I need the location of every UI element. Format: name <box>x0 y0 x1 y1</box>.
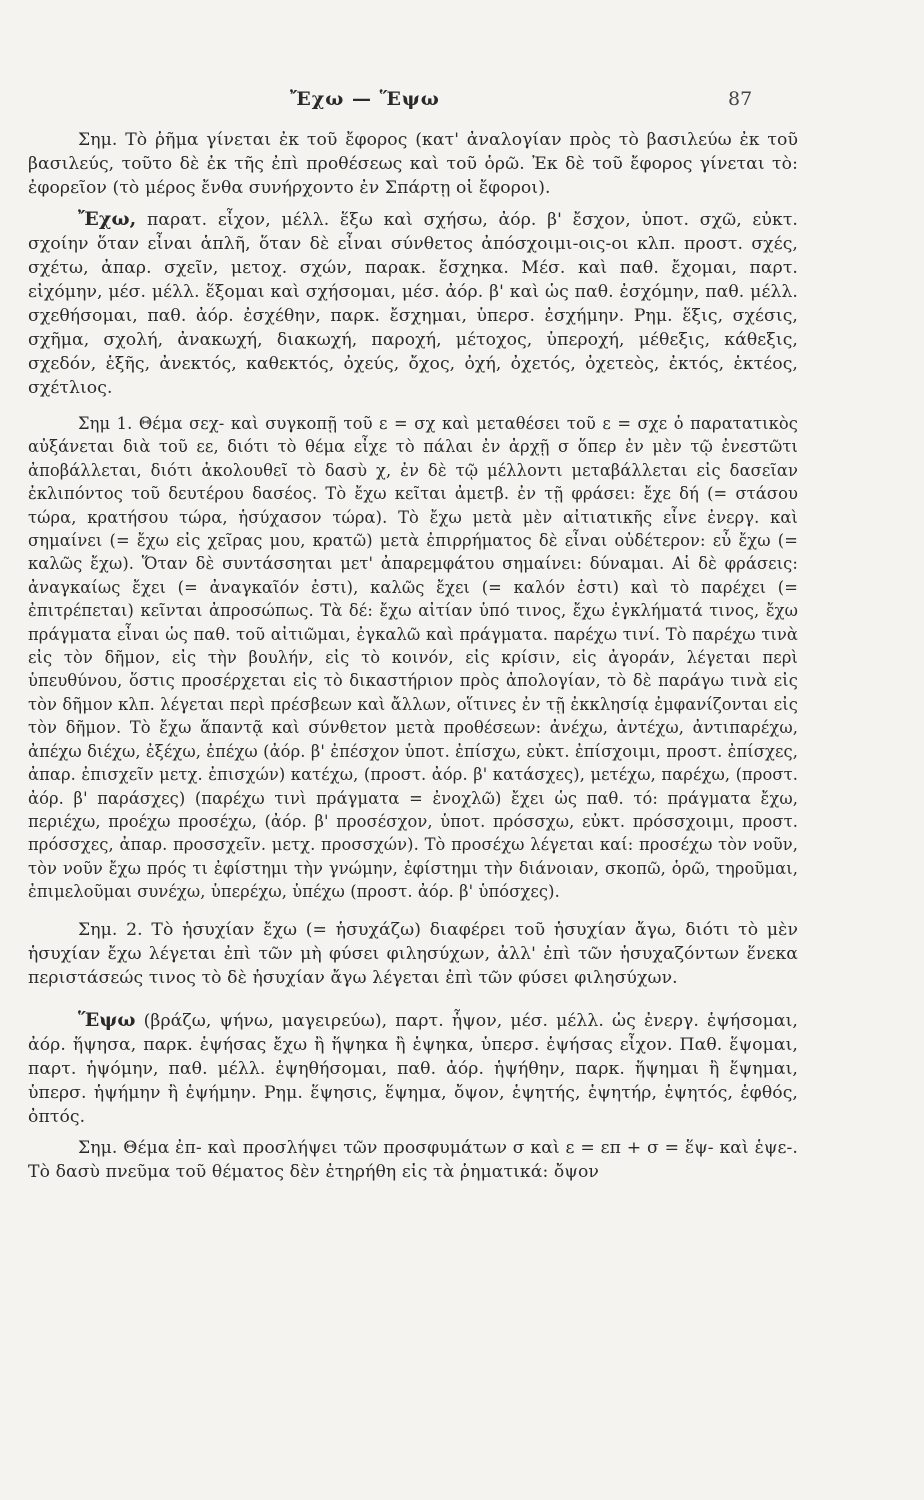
note-foros: Σημ. Τὸ ῥῆμα γίνεται ἐκ τοῦ ἔφορος (κατ' ἀναλογίαν πρὸς τὸ βασιλεύω ἐκ τοῦ βασιλεύς, τοῦτο δὲ ἐκ τῆς ἐπὶ προθέσεως καὶ τοῦ ὁρῶ. Ἐκ δὲ τοῦ ἔφορος γίνεται τὸ: ἐφορεῖον (τὸ μέρος ἔνθα συνήρχοντο ἐν Σπάρτῃ οἱ ἔφοροι). <box>28 130 798 198</box>
entry-hepso-text: (βράζω, ψήνω, μαγειρεύω), παρτ. ἧψον, μέσ. μέλλ. ὡς ἐνεργ. ἑψήσομαι, ἀόρ. ἥψησα, παρκ. ἑψήσας ἔχω ἢ ἥψηκα ἢ ἑψηκα, ὑπερσ. ἑψήσας εἶχον. Παθ. ἕψομαι, παρτ. ἡψόμην, παθ. μέλλ. ἑψηθήσομαι, παθ. ἀόρ. ἡψήθην, παρκ. ἥψημαι ἢ ἕψημαι, ὑπερσ. ἡψήμην ἢ ἑψήμην. Ρημ. ἕψησις, ἕψημα, ὄψον, ἑψητής, ἑψητήρ, ἑψητός, ἑφθός, ὀπτός. <box>28 1010 798 1127</box>
page-header <box>0 88 924 118</box>
note-hepso: Σημ. Θέμα ἐπ- καὶ προσλήψει τῶν προσφυμάτων σ καὶ ε = επ + σ = ἕψ- καὶ ἑψε-. Τὸ δασὺ πνεῦμα τοῦ θέματος δὲν ἐτηρήθη εἰς τὰ ῥηματικά: ὄψον <box>28 1137 798 1182</box>
headword-hepso: Ἕψω <box>78 1008 136 1031</box>
page-body <box>28 128 798 1191</box>
entry-echo-text: παρατ. εἶχον, μέλλ. ἕξω καὶ σχήσω, ἀόρ. β' ἔσχον, ὑποτ. σχῶ, εὐκτ. σχοίην ὅταν εἶναι ἁπλῆ, ὅταν δὲ εἶναι σύνθετος ἀπόσχοιμι-οις-οι κλπ. προστ. σχές, σχέτω, ἀπαρ. σχεῖν, μετοχ. σχών, παρακ. ἔσχηκα. Μέσ. καὶ παθ. ἔχομαι, παρτ. εἰχόμην, μέσ. μέλλ. ἕξομαι καὶ σχήσομαι, μέσ. ἀόρ. β' καὶ ὡς παθ. ἐσχόμην, παθ. μέλλ. σχεθήσομαι, παθ. ἀόρ. ἐσχέθην, παρκ. ἔσχημαι, ὑπερσ. ἐσχήμην. Ρημ. ἕξις, σχέσις, σχῆμα, σχολή, ἀνακωχή, διακωχή, παροχή, μέτοχος, ὑπεροχή, μέθεξις, κάθεξις, σχεδόν, ἑξῆς, ἀνεκτός, καθεκτός, ὀχεύς, ὄχος, ὀχή, ὀχετός, ὀχετεὸς, ἐκτός, ἑκτέος, σχέτλιος. <box>28 210 798 398</box>
headword-echo: Ἔχω, <box>78 208 137 230</box>
running-head: Ἔχω — Ἕψω <box>290 88 440 110</box>
note-2: Σημ. 2. Τὸ ἡσυχίαν ἔχω (= ἡσυχάζω) διαφέρει τοῦ ἡσυχίαν ἄγω, διότι τὸ μὲν ἡσυχίαν ἔχω λέγεται ἐπὶ τῶν μὴ φύσει φιλησύχων, ἀλλ' ἐπὶ τῶν ἡσυχαζόντων ἕνεκα περιστάσεώς τινος τὸ δὲ ἡσυχίαν ἄγω λέγεται ἐπὶ τῶν φύσει φιλησύχων. <box>28 919 798 988</box>
page-number: 87 <box>728 88 753 110</box>
note-1: Σημ 1. Θέμα σεχ- καὶ συγκοπῇ τοῦ ε = σχ καὶ μεταθέσει τοῦ ε = σχε ὁ παρατατικὸς αὐξάνεται διὰ τοῦ εε, διότι τὸ θέμα εἶχε τὸ πάλαι ἐν ἀρχῇ σ ὅπερ ἐν μὲν τῷ ἐνεστῶτι ἀποβάλλεται, διότι ἀκολουθεῖ τὸ δασὺ χ, ἐν δὲ τῷ μέλλοντι μεταβάλλεται εἰς δασεῖαν ἐκλιπόντος τοῦ δευτέρου δασέος. Τὸ ἔχω κεῖται ἀμετβ. ἐν τῇ φράσει: ἔχε δή (= στάσου τώρα, κρατήσου τώρα, ἡσύχασον τώρα). Τὸ ἔχω μετὰ μὲν αἰτιατικῆς εἶνε ἐνεργ. καὶ σημαίνει (= ἔχω εἰς χεῖρας μου, κρατῶ) μετὰ ἐπιρρήματος δὲ εἶναι οὐδέτερον: εὖ ἔχω (= καλῶς ἔχω). Ὅταν δὲ συντάσσηται μετ' ἀπαρεμφάτου σημαίνει: δύναμαι. Αἱ δὲ φράσεις: ἀναγκαίως ἔχει (= ἀναγκαῖόν ἐστι), καλῶς ἔχει (= καλόν ἐστι) καὶ τὸ παρέχει (= ἐπιτρέπεται) κεῖνται ἀπροσώπως. Τὰ δέ: ἔχω αἰτίαν ὑπό τινος, ἔχω ἐγκλήματά τινος, ἔχω πράγματα εἶναι ὡς παθ. τοῦ αἰτιῶμαι, ἐγκαλῶ καὶ πράγματα. παρέχω τινί. Τὸ παρέχω τινὰ εἰς τὸν δῆμον, εἰς τὴν βουλήν, εἰς τὸ κοινόν, εἰς κρίσιν, εἰς ἀγοράν, λέγεται περὶ ὑπευθύνου, ὅστις προσέρχεται εἰς τὸ δικαστήριον πρὸς ἀπολογίαν, τὸ δὲ παράγω τινὰ εἰς τὸν δῆμον κλπ. λέγεται περὶ πρέσβεων καὶ ἄλλων, οἵτινες ἐν τῇ ἐκκλησίᾳ ἐμφανίζονται εἰς τὸν δῆμον. Τὸ ἔχω ἅπαντᾷ καὶ σύνθετον μετὰ προθέσεων: ἀνέχω, ἀντέχω, ἀντιπαρέχω, ἀπέχω διέχω, ἐξέχω, ἐπέχω (ἀόρ. β' ἐπέσχον ὑποτ. ἐπίσχω, εὐκτ. ἐπίσχοιμι, προστ. ἐπίσχες, ἀπαρ. ἐπισχεῖν μετχ. ἐπισχών) κατέχω, (προστ. ἀόρ. β' κατάσχες), μετέχω, παρέχω, (προστ. ἀόρ. β' παράσχες) (παρέχω τινὶ πράγματα = ἐνοχλῶ) ἔχει ὡς παθ. τό: πράγματα ἔχω, περιέχω, προέχω προσέχω, (ἀόρ. β' προσέσχον, ὑποτ. πρόσσχω, εὐκτ. πρόσσχοιμι, προστ. πρόσσχες, ἀπαρ. προσσχεῖν. μετχ. προσσχών). Τὸ προσέχω λέγεται καί: προσέχω τὸν νοῦν, τὸν νοῦν ἔχω πρός τι ἐφίστημι τὴν γνώμην, ἐφίστημι τὴν διάνοιαν, σκοπῶ, ὁρῶ, τηροῦμαι, ἐπιμελοῦμαι συνέχω, ὑπερέχω, ὑπέχω (προστ. ἀόρ. β' ὑπόσχες). <box>28 414 798 902</box>
entry-echo <box>28 207 798 400</box>
entry-hepso <box>28 1008 798 1129</box>
